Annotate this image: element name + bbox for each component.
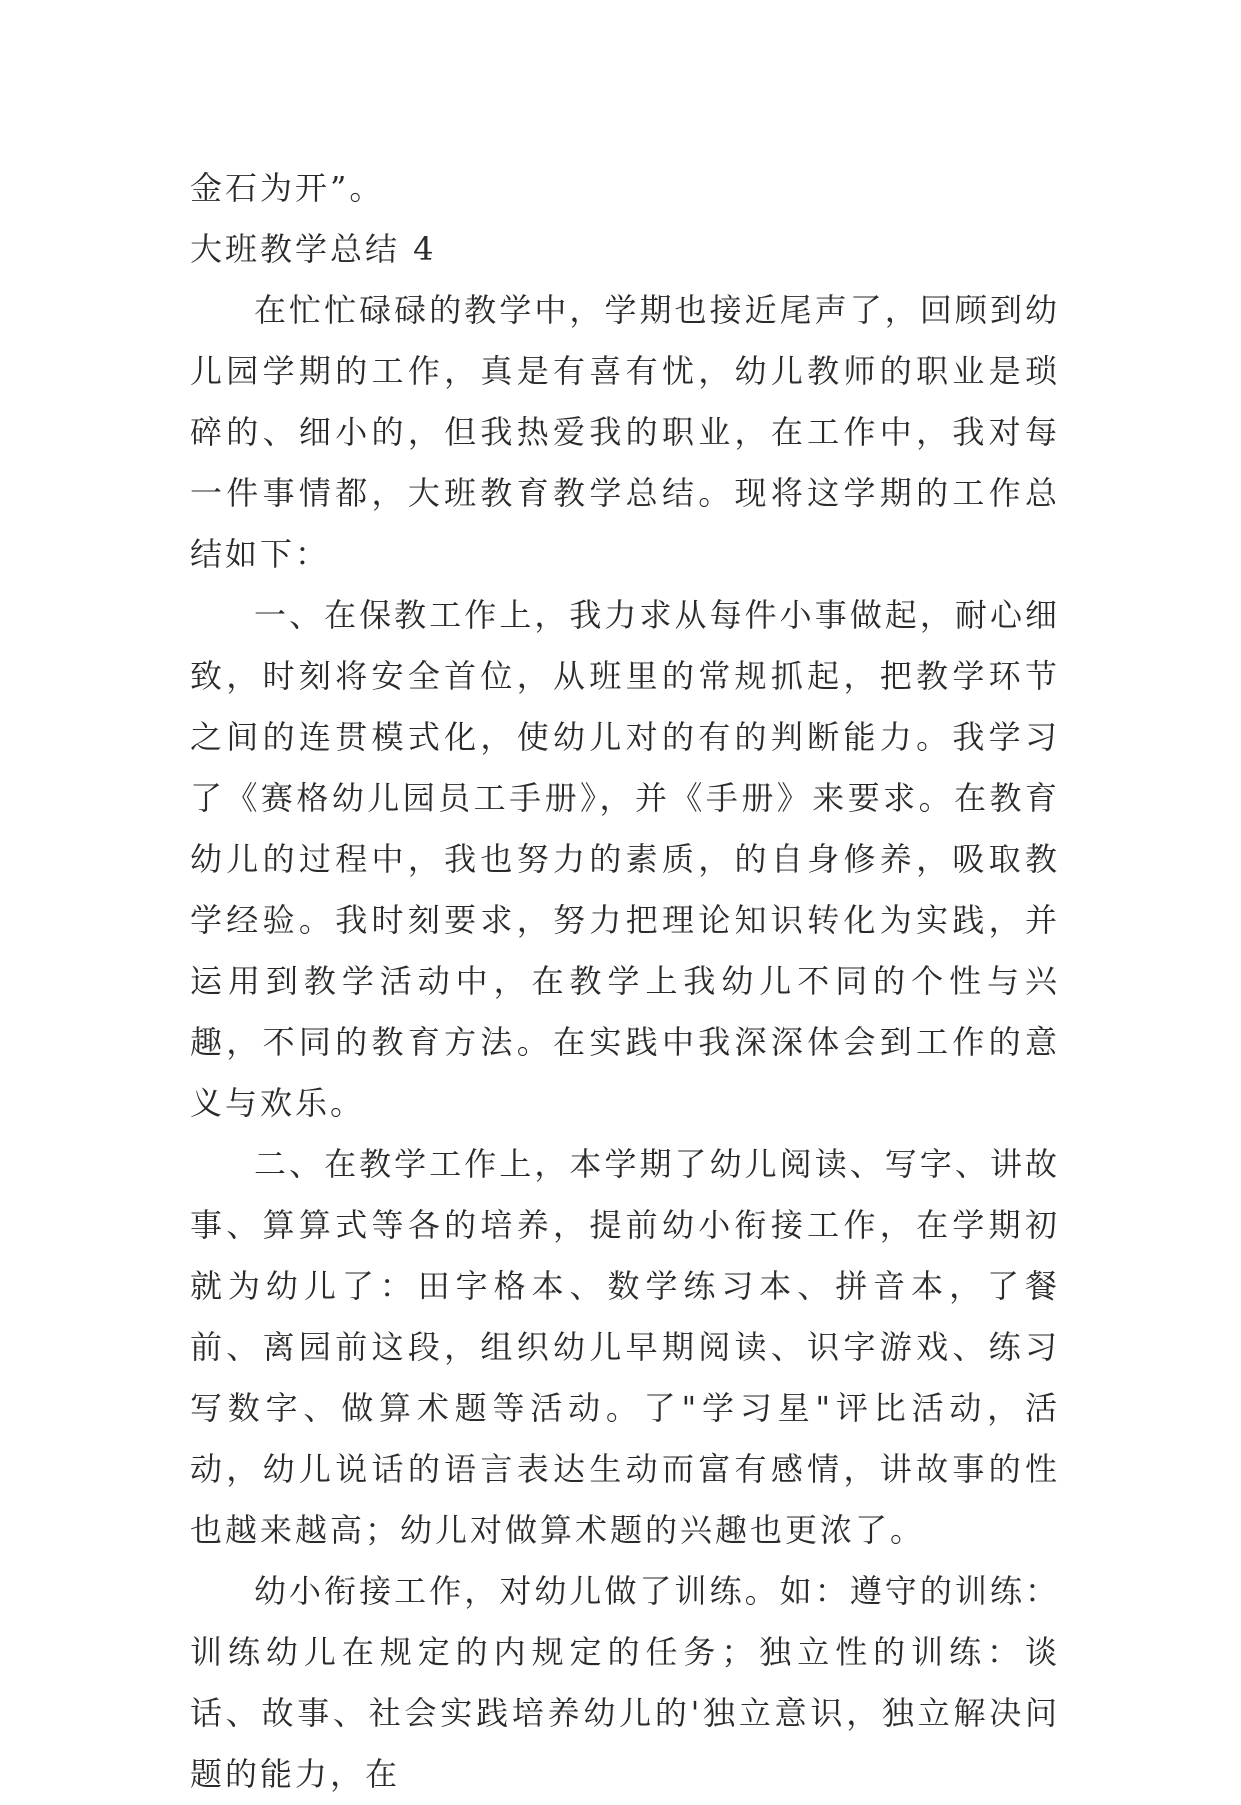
paragraph-point-1: 一、在保教工作上，我力求从每件小事做起，耐心细致，时刻将安全首位，从班里的常规抓起，把教学环节之间的连贯模式化，使幼儿对的有的判断能力。我学习了《赛格幼儿园员工手册》，并《手册》来要求。在教育幼儿的过程中，我也努力的素质，的自身修养，吸取教学经验。我时刻要求，努力把理论知识转化为实践，并运用到教学活动中，在教学上我幼儿不同的个性与兴趣，不同的教育方法。在实践中我深深体会到工作的意义与欢乐。 — [190, 596, 1060, 1122]
document-body — [190, 158, 1060, 1805]
paragraph-intro: 在忙忙碌碌的教学中，学期也接近尾声了，回顾到幼儿园学期的工作，真是有喜有忧，幼儿教师的职业是琐碎的、细小的，但我热爱我的职业，在工作中，我对每一件事情都，大班教育教学总结。现将这学期的工作总结如下： — [190, 291, 1060, 573]
section-heading: 大班教学总结 4 — [190, 230, 437, 268]
paragraph-point-2: 二、在教学工作上，本学期了幼儿阅读、写字、讲故事、算算式等各的培养，提前幼小衔接工作，在学期初就为幼儿了：田字格本、数学练习本、拼音本，了餐前、离园前这段，组织幼儿早期阅读、识字游戏、练习写数字、做算术题等活动。了"学习星"评比活动，活动，幼儿说话的语言表达生动而富有感情，讲故事的性也越来越高；幼儿对做算术题的兴趣也更浓了。 — [190, 1145, 1060, 1549]
paragraph-continuation: 金石为开”。 — [190, 169, 385, 207]
paragraph-transition: 幼小衔接工作，对幼儿做了训练。如：遵守的训练：训练幼儿在规定的内规定的任务；独立性的训练：谈话、故事、社会实践培养幼儿的'独立意识，独立解决问题的能力，在 — [190, 1572, 1060, 1793]
